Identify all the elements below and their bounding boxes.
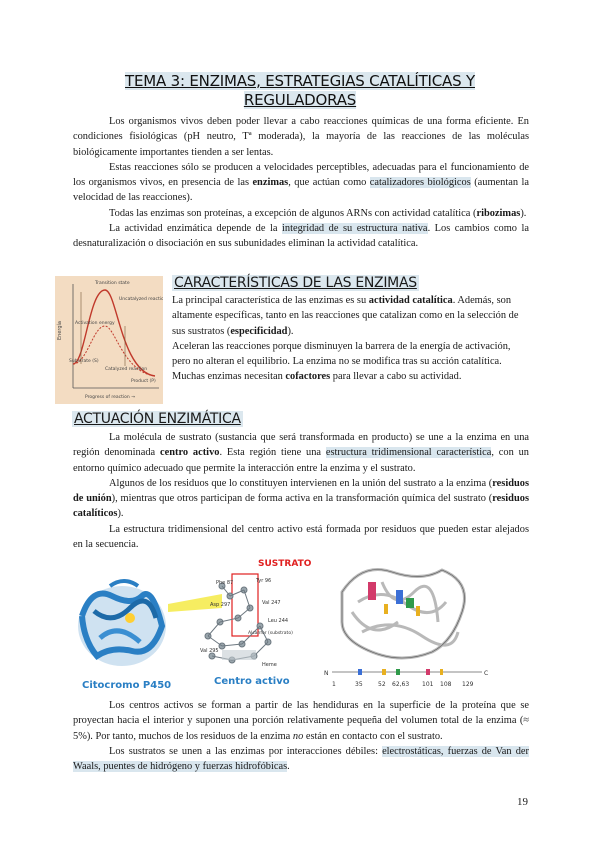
residue-label: Val 247 <box>262 600 281 606</box>
residue-label: Phe 87 <box>216 580 234 586</box>
energy-top-label: Transition state <box>95 281 130 286</box>
ribbon-tick: 129 <box>462 681 474 688</box>
axis-start: N <box>324 670 329 677</box>
ribbon-tick: 62,63 <box>392 681 410 688</box>
magenta-residue <box>368 582 376 600</box>
yellow-residue <box>384 604 388 614</box>
green-residue <box>406 598 414 608</box>
residue-label: Heme <box>262 662 277 668</box>
intro-paragraph-3: Todas las enzimas son proteínas, a excepción de algunos ARNs con actividad catalítica (ribozimas). <box>109 207 527 219</box>
blue-residue <box>396 590 403 604</box>
page-number: 19 <box>517 796 528 808</box>
cytochrome-figure <box>72 556 318 696</box>
intro-paragraph-2: Estas reacciones sólo se producen a velocidades perceptibles, adecuadas para el funcionamiento de los organismos vivos, en presencia de las enzimas, que actúan como catalizadores biológicos (aumentan la velocidad de las reacciones). <box>73 161 529 204</box>
protein-ribbon-illustration <box>78 581 166 666</box>
energy-uncat-label: Uncatalyzed reaction <box>119 297 163 302</box>
actuacion-heading: ACTUACIÓN ENZIMÁTICA <box>74 411 241 427</box>
ribbon-tick: 1 <box>332 681 336 688</box>
characteristics-paragraph-1: La principal característica de las enzimas es su actividad catalítica. Además, son altamente específicas, tanto en las reacciones que catalizan como en la selección de sus sustratos (especificidad). <box>172 295 519 337</box>
intro-paragraph-4: La actividad enzimática depende de la integridad de su estructura nativa. Los cambios como la desnaturalización o disociación en sus subunidades eliminan la actividad catalítica. <box>73 223 529 250</box>
sequence-tick <box>396 669 400 675</box>
sequence-tick <box>426 669 430 675</box>
energy-ylabel: Energía <box>57 321 63 340</box>
energy-diagram <box>55 276 163 404</box>
protein-label: Citocromo P450 <box>82 680 172 691</box>
actuacion-paragraph-2: Algunos de los residuos que lo constituyen intervienen en la unión del sustrato a la enzima (residuos de unión), mientras que otros participan de forma activa en la transformación química del sustrato (residuos catalíticos). <box>73 477 529 520</box>
closing-paragraph-1: Los centros activos se forman a partir de las hendiduras en la superficie de la proteína que se proyectan hacia el interior y suponen una porción relativamente pequeña del volumen total de la enzima (≈ 5%). Por tanto, muchos de los residuos de la enzima no están en contacto con el sustrato. <box>73 700 529 742</box>
energy-xlabel: Progress of reaction → <box>85 395 135 400</box>
energy-act-label: Activation energy <box>75 321 115 326</box>
sequence-tick <box>358 669 362 675</box>
actuacion-paragraph-1: La molécula de sustrato (sustancia que será transformada en producto) se une a la enzima en una región denominada centro activo. Esta región tiene una estructura tridimensional característica, con un entorno químico adecuado que permite la interacción entre la enzima y el sustrato. <box>73 432 529 474</box>
closing-section <box>73 698 529 774</box>
intro-paragraph-1: Los organismos vivos deben poder llevar a cabo reacciones químicas de una forma eficiente. En condiciones fisiológicas (pH neutro, Tª moderada), la mayoría de las reacciones de las moléculas biológicamente importantes tienden a ser lentas. <box>73 116 529 158</box>
characteristics-paragraph-2: Aceleran las reacciones porque disminuyen la barrera de la energía de activación, pero no alteran el equilibrio. La enzima no se modifica tras su acción catalítica. <box>172 340 511 368</box>
energy-substrate-label: Substrate (S) <box>69 359 99 364</box>
residue-label: Val 295 <box>200 648 219 654</box>
ribbon-tick: 35 <box>355 681 363 688</box>
energy-product-label: Product (P) <box>131 379 156 384</box>
yellow-residue <box>416 606 420 616</box>
intro-section <box>73 114 529 252</box>
actuacion-paragraph-3: La estructura tridimensional del centro activo está formada por residuos que pueden estar alejados en la secuencia. <box>73 523 529 551</box>
characteristics-section <box>172 293 528 385</box>
sequence-tick <box>382 669 386 675</box>
axis-end: C <box>484 670 489 677</box>
grey-ribbon-structure <box>342 570 465 659</box>
center-label: Centro activo <box>214 676 290 687</box>
residue-label: Tyr 96 <box>256 578 272 584</box>
sequence-tick <box>440 669 443 675</box>
ribbon-tick: 101 <box>422 681 434 688</box>
residue-label: Asp 297 <box>210 602 231 608</box>
actuacion-section <box>73 430 529 552</box>
closing-paragraph-2: Los sustratos se unen a las enzimas por interacciones débiles: electrostáticas, fuerzas de Van der Waals, puentes de hidrógeno y fuerzas hidrofóbicas. <box>73 745 529 773</box>
ribbon-tick: 108 <box>440 681 452 688</box>
residue-label: Alcanfor (substrato) <box>248 631 293 636</box>
ribbon-figure <box>322 552 492 694</box>
characteristics-paragraph-3: Muchas enzimas necesitan cofactores para llevar a cabo su actividad. <box>172 371 462 383</box>
title-line-2: REGULADORAS <box>243 91 357 109</box>
characteristics-heading: CARACTERÍSTICAS DE LAS ENZIMAS <box>174 275 417 291</box>
page-title <box>70 72 530 110</box>
title-line-1: TEMA 3: ENZIMAS, ESTRATEGIAS CATALÍTICAS Y <box>125 72 475 90</box>
energy-cat-label: Catalyzed reaction <box>105 367 148 372</box>
residue-label: Leu 244 <box>268 618 289 624</box>
sustrato-label: SUSTRATO <box>258 559 312 569</box>
ribbon-tick: 52 <box>378 681 386 688</box>
